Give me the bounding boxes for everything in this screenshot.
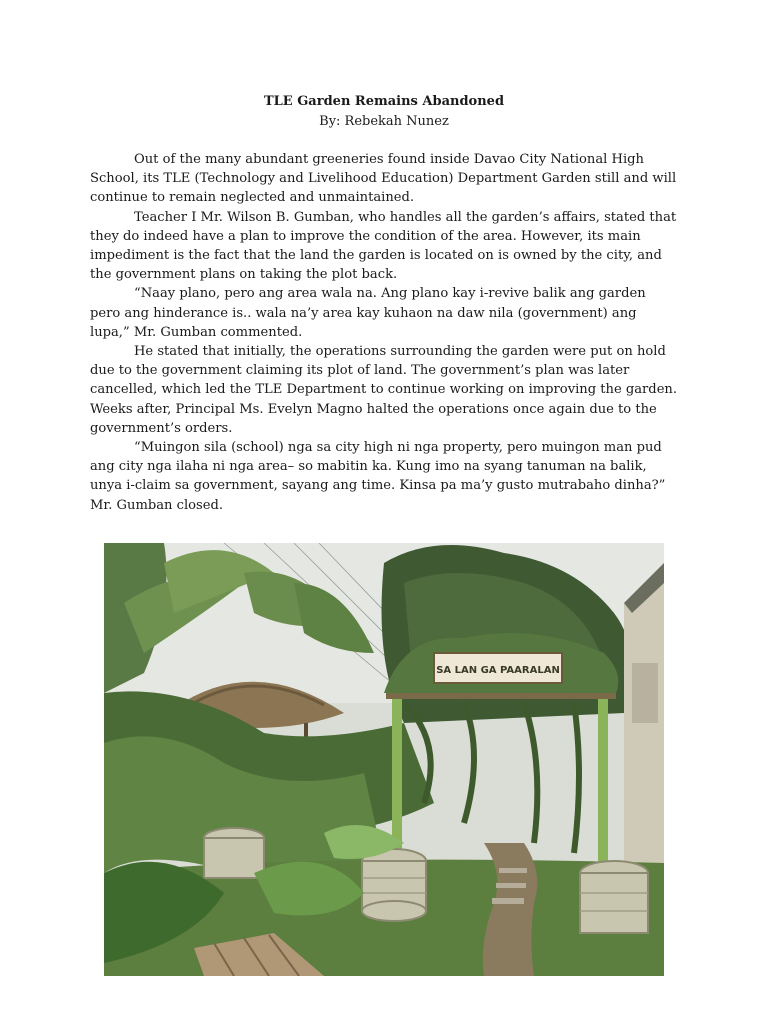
article-body — [90, 150, 680, 515]
gate-sign-text: SA LAN GA PAARALAN — [436, 665, 560, 676]
article-header — [0, 92, 768, 132]
paragraph-1: Out of the many abundant greeneries found inside Davao City National High School, its TLE (Technology and Livelihood Education) Department Garden still and will continue to remain neglected and unmaintained. — [90, 152, 677, 206]
paragraph-5: “Muingon sila (school) nga sa city high ni nga property, pero muingon man pud ang city nga ilaha ni nga area– so mabitin ka. Kung imo na syang tanuman na balik, unya i-claim sa government, sayang ang time. Kinsa pa ma’y gusto mutrabaho dinha?” Mr. Gumban closed. — [90, 440, 666, 513]
paragraph-3: “Naay plano, pero ang area wala na. Ang plano kay i-revive balik ang garden pero ang hinderance is.. wala na’y area kay kuhaon na daw nila (government) ang lupa,” Mr. Gumban commented. — [90, 286, 646, 340]
paragraph-2: Teacher I Mr. Wilson B. Gumban, who handles all the garden’s affairs, stated that they do indeed have a plan to improve the condition of the area. However, its main impediment is the fact that the land the garden is located on is owned by the city, and the government plans on taking the plot back. — [90, 209, 677, 283]
paragraph-4: He stated that initially, the operations surrounding the garden were put on hold due to the government claiming its plot of land. The government’s plan was later cancelled, which led the TLE Department to continue working on improving the garden. Weeks after, Principal Ms. Evelyn Magno halted the operations once again due to the government’s orders. — [90, 344, 678, 436]
article-byline: By: Rebekah Nunez — [319, 114, 449, 129]
garden-photo — [104, 543, 664, 976]
article-title: TLE Garden Remains Abandoned — [263, 94, 505, 109]
